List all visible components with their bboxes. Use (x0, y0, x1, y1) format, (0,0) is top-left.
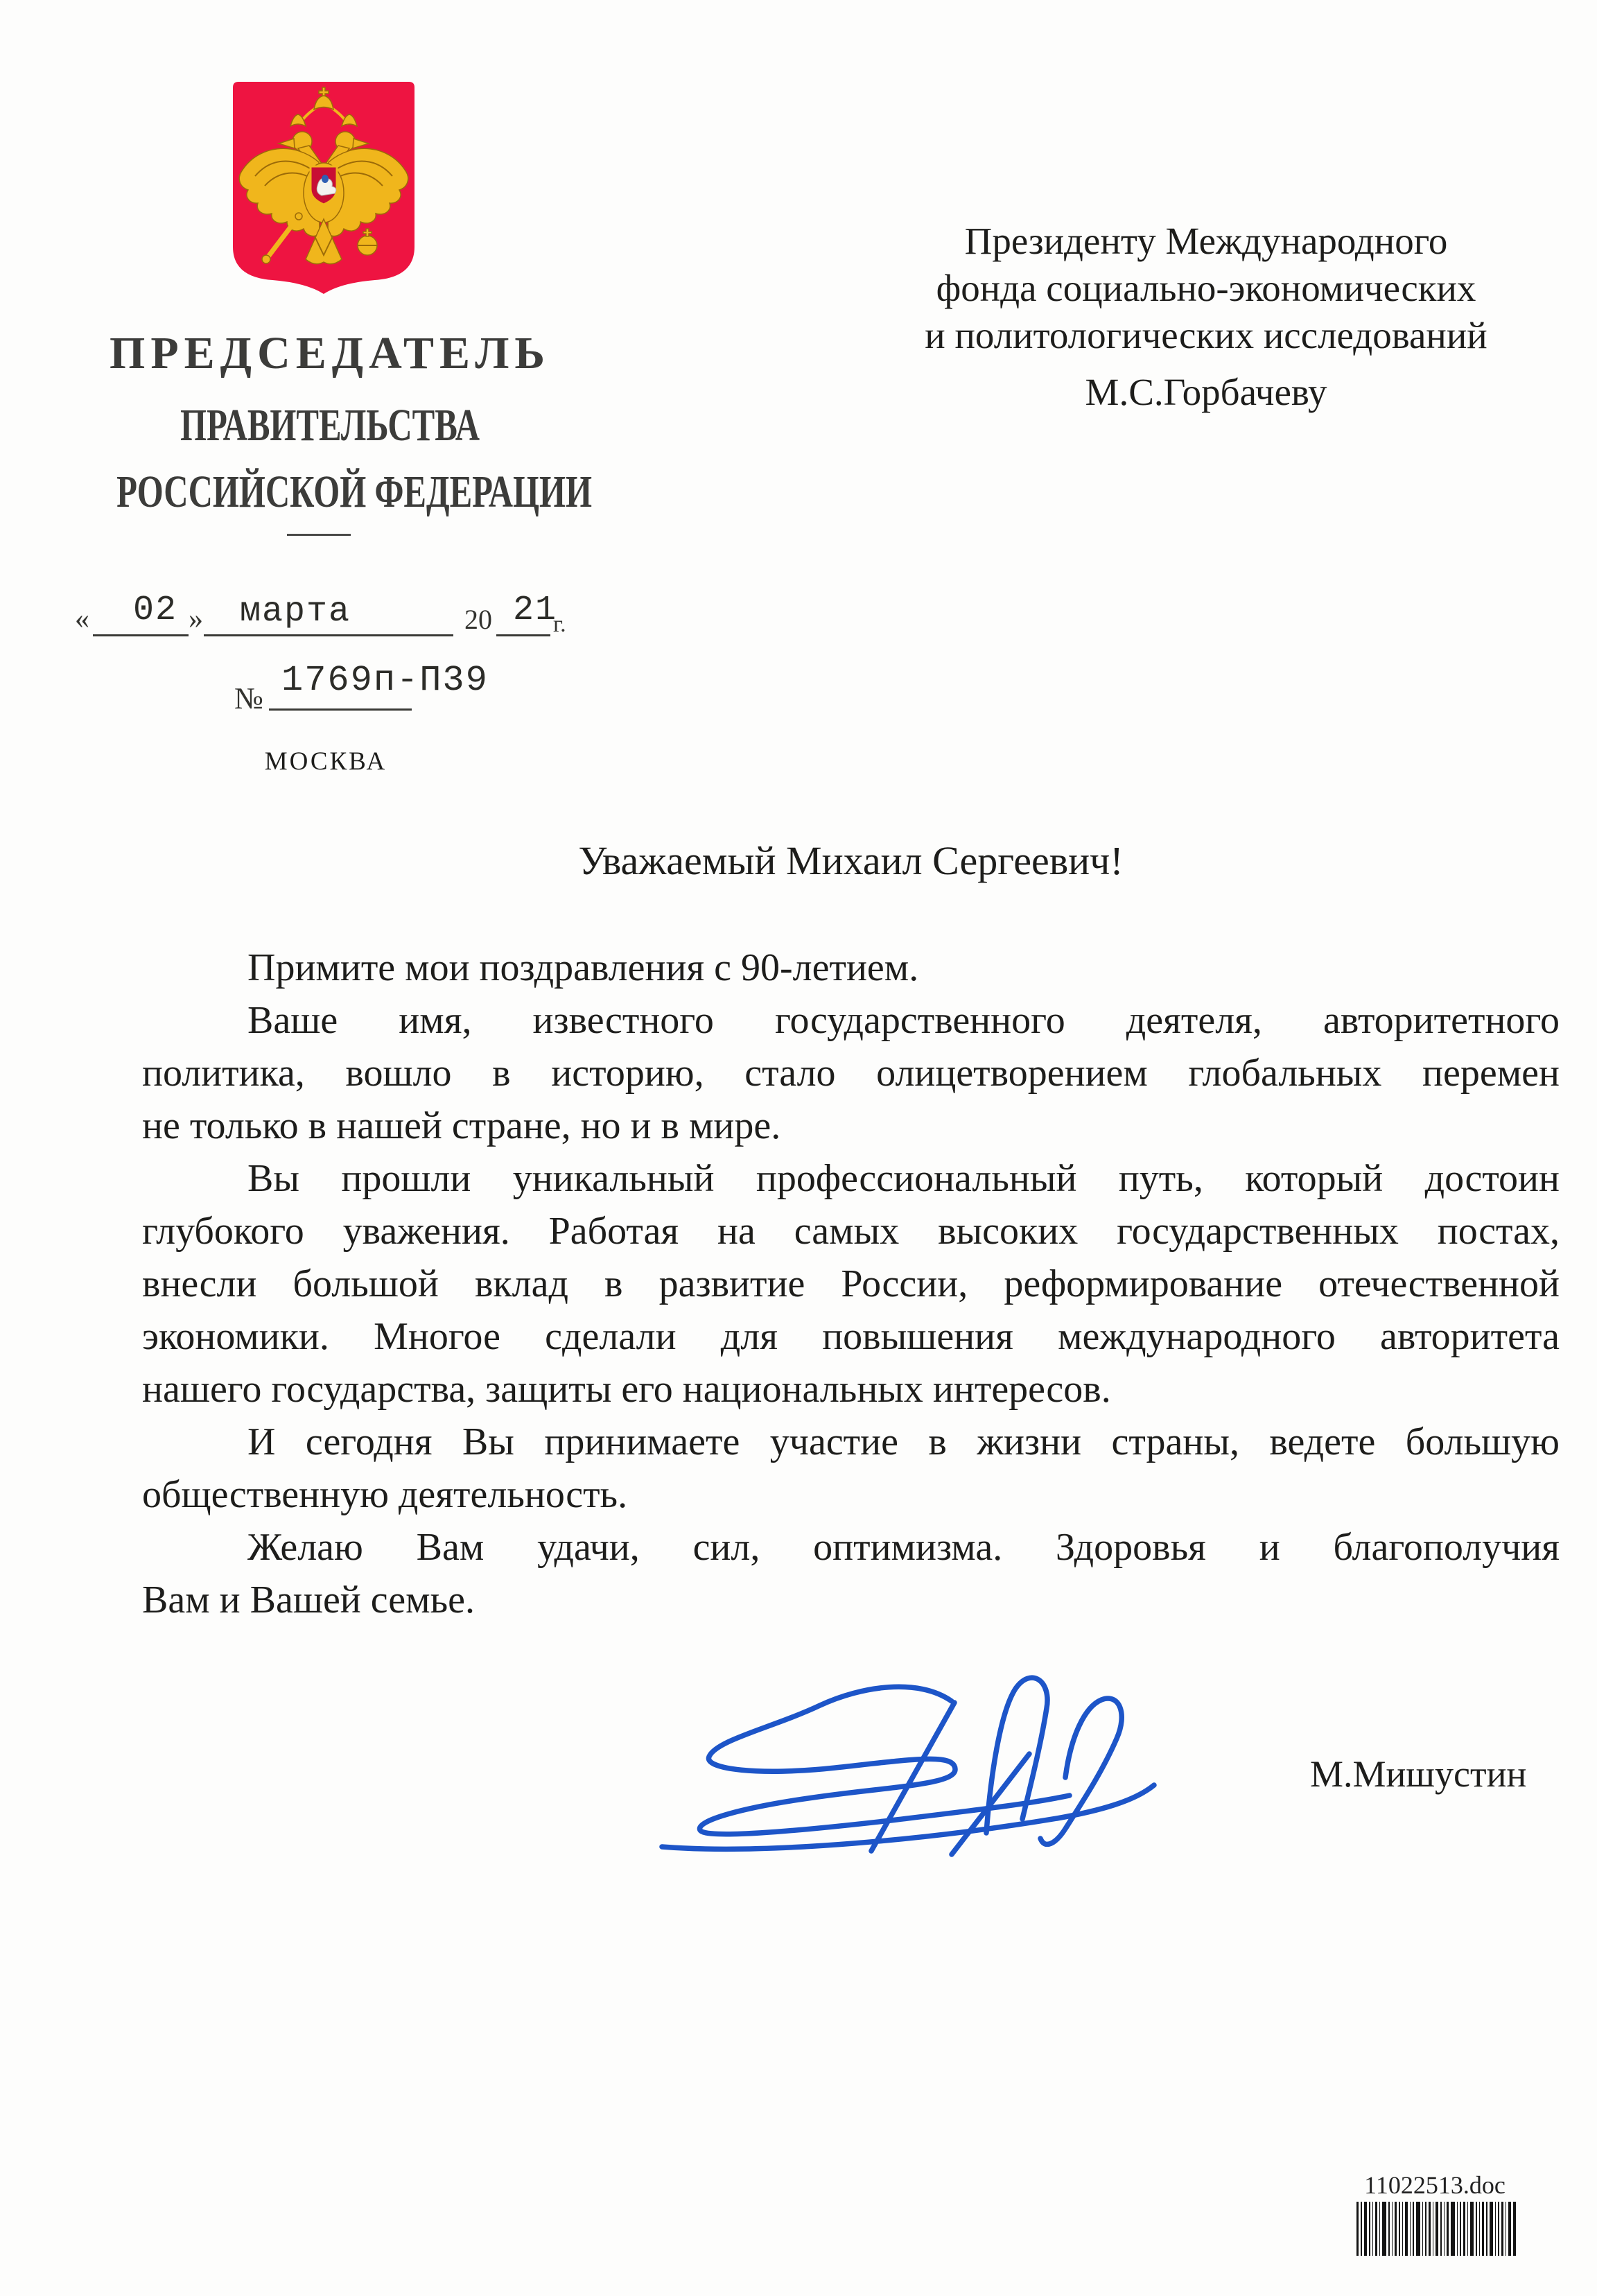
letterhead-subtitle-federation: РОССИЙСКОЙ ФЕДЕРАЦИИ (116, 467, 593, 517)
body-line: внесли большой вклад в развитие России, реформирование отечественной (142, 1262, 1560, 1305)
body-line: Вы прошли уникальный профессиональный путь, который достоин (247, 1157, 1560, 1200)
body-line: Желаю Вам удачи, сил, оптимизма. Здоровья и благополучия (247, 1526, 1560, 1569)
salutation: Уважаемый Михаил Сергеевич! (578, 838, 1124, 883)
date-century-prefix: 20 (464, 604, 492, 635)
recipient-name: М.С.Горбачеву (1085, 371, 1327, 413)
body-line: глубокого уважения. Работая на самых высоких государственных постах, (142, 1210, 1560, 1253)
body-line: политика, вошло в историю, стало олицетворением глобальных перемен (142, 1052, 1560, 1095)
date-month-underline (204, 634, 453, 636)
date-year-value: 21 (513, 591, 558, 630)
letterhead-title: ПРЕДСЕДАТЕЛЬ (109, 328, 551, 379)
date-day-value: 02 (133, 591, 178, 630)
date-open-quote: « (75, 603, 89, 635)
body-paragraphs (142, 941, 1560, 1626)
doc-number-underline (269, 708, 412, 711)
recipient-line: фонда социально-экономических (936, 267, 1476, 309)
barcode-icon (1356, 2202, 1516, 2256)
date-year-suffix: г. (553, 611, 566, 637)
city-label: МОСКВА (264, 747, 387, 776)
body-line: нашего государства, защиты его национальных интересов. (142, 1368, 1111, 1411)
body-line: И сегодня Вы принимаете участие в жизни страны, ведете большую (247, 1420, 1560, 1463)
doc-number-sign: № (234, 681, 263, 715)
body-line: Вам и Вашей семье. (142, 1578, 475, 1621)
signer-name: М.Мишустин (1310, 1753, 1527, 1795)
russian-coat-of-arms-icon (232, 80, 416, 295)
body-line: экономики. Многое сделали для повышения международного авторитета (142, 1315, 1560, 1358)
date-close-quote: » (189, 603, 203, 635)
doc-number-value: 1769п-П39 (281, 660, 489, 701)
body-line: Ваше имя, известного государственного деятеля, авторитетного (247, 999, 1560, 1042)
date-year-underline (496, 634, 550, 636)
letterhead-divider (287, 534, 351, 536)
recipient-block (863, 218, 1549, 416)
date-month-value: марта (240, 592, 351, 632)
letterhead-subtitle-government: ПРАВИТЕЛЬСТВА (180, 400, 480, 451)
recipient-line: Президенту Международного (964, 220, 1448, 262)
body-line: Примите мои поздравления с 90-летием. (247, 946, 919, 989)
document-filename: 11022513.doc (1364, 2171, 1506, 2199)
recipient-line: и политологических исследований (925, 314, 1487, 356)
body-line: не только в нашей стране, но и в мире. (142, 1104, 781, 1147)
date-day-underline (93, 634, 189, 636)
handwritten-signature (641, 1672, 1168, 1859)
body-line: общественную деятельность. (142, 1473, 628, 1516)
